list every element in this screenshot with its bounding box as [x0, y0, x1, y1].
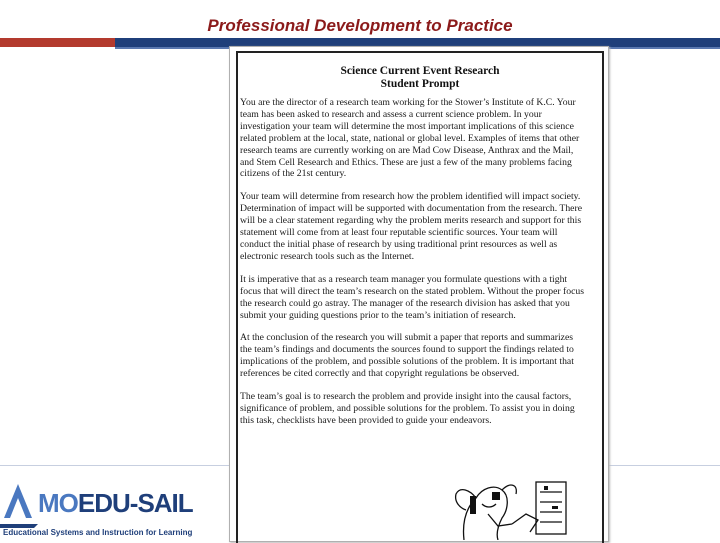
scanned-document [229, 46, 609, 542]
logo-name-text: EDU-SAIL [77, 488, 193, 518]
paragraph-5: The team’s goal is to research the problem and provide insight into the causal factors, significance of problem, and possible solutions for the problem. To assist you in doing this task, checklists have been provided to guide your endeavors. [240, 391, 575, 426]
document-title: Science Current Event Research [340, 65, 500, 77]
logo-mark-text: MO [38, 488, 78, 518]
header-bar-red [0, 38, 115, 47]
paragraph-3: It is imperative that as a research team manager you formulate questions with a tight focus that will direct the team’s research on the stated problem. Without the proper focus the research could go astray. The manager of the research division has asked that you submit your guiding questions prior to the team’s initiation of research. [240, 273, 585, 321]
paragraph-1: You are the director of a research team working for the Stower’s Institute of K.C. Your team has been asked to research and assess a current science problem. In your investigation your team will determine the most important implications of this science related problem at the local, state, national or global level. Examples of items that other research teams are currently working on are Mad Cow Disease, Anthrax and the Mail, and Stem Cell Research and Ethics. These are just a few of the many problems facing citizens of the 21st century. [240, 97, 580, 180]
logo-wordmark [38, 488, 193, 518]
paragraph-4: At the conclusion of the research you will submit a paper that reports and summarizes the team’s findings and documents the sources found to support the findings related to implications of the problem, and possible solutions of the problem. It is important that references be cited correctly and that copyright regulations be observed. [240, 332, 574, 380]
illustration [452, 474, 572, 540]
paragraph-2: Your team will determine from research how the problem identified will impact society. Determination of impact will be supported with documentation from the research. There will be a clear statement regarding why the problem merits research and support for this statement will come from at least four reputable scientific sources. Your team will conduct the initial phase of research by using traditional print resources as well as electronic research tools such as the Internet. [240, 191, 583, 262]
document-body [240, 97, 586, 438]
document-subtitle: Student Prompt [380, 78, 460, 90]
logo-tagline: Educational Systems and Instruction for Learning [3, 528, 193, 537]
slide-title: Professional Development to Practice [207, 16, 513, 35]
